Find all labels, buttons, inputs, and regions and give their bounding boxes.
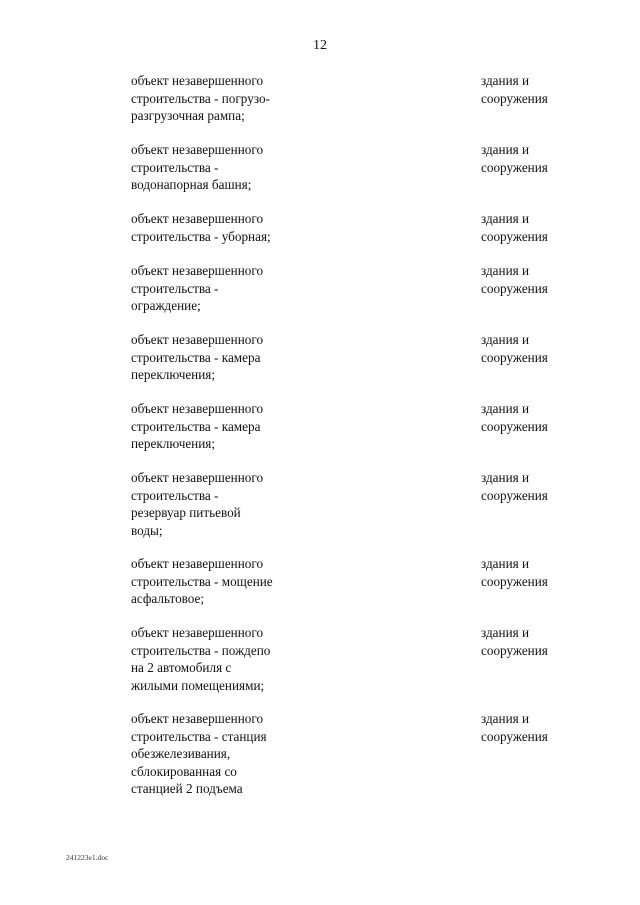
object-description <box>131 210 331 245</box>
list-item <box>131 141 591 210</box>
object-description <box>131 624 331 694</box>
object-description <box>131 72 331 125</box>
category-line: сооружения <box>481 280 548 296</box>
category-line: сооружения <box>481 418 548 434</box>
description-line: объект незавершенного <box>131 711 264 726</box>
description-line: объект незавершенного <box>131 556 264 571</box>
category-line: здания и <box>481 401 530 416</box>
list-item <box>131 72 591 141</box>
category-line: сооружения <box>481 642 548 658</box>
description-line: строительства - пождепо <box>131 642 271 658</box>
category-line: здания и <box>481 470 530 485</box>
object-category <box>481 331 591 366</box>
description-line: строительства - <box>131 159 219 175</box>
description-line: ограждение; <box>131 298 201 313</box>
description-line: асфальтовое; <box>131 591 205 606</box>
list-item <box>131 469 591 555</box>
object-category <box>481 262 591 297</box>
description-line: объект незавершенного <box>131 73 264 88</box>
category-line: сооружения <box>481 349 548 365</box>
list-item <box>131 210 591 262</box>
list-item <box>131 710 591 798</box>
description-line: объект незавершенного <box>131 263 264 278</box>
page-number: 12 <box>313 38 327 53</box>
description-line: строительства - камера <box>131 418 261 434</box>
category-line: здания и <box>481 73 530 88</box>
object-category <box>481 710 591 745</box>
category-line: сооружения <box>481 90 548 106</box>
description-line: жилыми помещениями; <box>131 677 265 693</box>
object-category <box>481 210 591 245</box>
object-category <box>481 400 591 435</box>
description-line: резервуар питьевой <box>131 505 241 520</box>
description-line: строительства - <box>131 487 219 503</box>
list-item <box>131 331 591 400</box>
object-category <box>481 72 591 107</box>
object-category <box>481 555 591 590</box>
description-line: на 2 автомобиля с <box>131 660 232 675</box>
footer-file-code: 241223e1.doc <box>66 853 109 862</box>
description-line: строительства - станция <box>131 728 267 744</box>
description-line: станцией 2 подъема <box>131 781 243 796</box>
description-line: строительства - погрузо- <box>131 90 270 106</box>
list-item <box>131 262 591 331</box>
object-description <box>131 141 331 194</box>
category-line: сооружения <box>481 728 548 744</box>
description-line: объект незавершенного <box>131 470 264 485</box>
description-line: объект незавершенного <box>131 211 264 226</box>
object-description <box>131 262 331 315</box>
category-line: здания и <box>481 263 530 278</box>
category-line: здания и <box>481 711 530 726</box>
description-line: воды; <box>131 522 163 538</box>
description-line: переключения; <box>131 367 216 382</box>
category-line: сооружения <box>481 159 548 175</box>
object-description <box>131 331 331 384</box>
list-item <box>131 624 591 710</box>
list-item <box>131 400 591 469</box>
category-line: сооружения <box>481 487 548 503</box>
object-description <box>131 710 331 798</box>
description-line: строительства - камера <box>131 349 261 365</box>
objects-list <box>131 72 591 798</box>
category-line: здания и <box>481 556 530 571</box>
list-item <box>131 555 591 624</box>
description-line: строительства - мощение <box>131 573 273 589</box>
description-line: обезжелезивания, <box>131 746 231 761</box>
description-line: водонапорная башня; <box>131 177 252 192</box>
category-line: здания и <box>481 211 530 226</box>
description-line: объект незавершенного <box>131 142 264 157</box>
object-description <box>131 555 331 608</box>
description-line: объект незавершенного <box>131 401 264 416</box>
description-line: объект незавершенного <box>131 332 264 347</box>
object-description <box>131 400 331 453</box>
description-line: сблокированная со <box>131 763 237 779</box>
object-description <box>131 469 331 539</box>
description-line: строительства - <box>131 280 219 296</box>
description-line: разгрузочная рампа; <box>131 108 245 123</box>
category-line: сооружения <box>481 573 548 589</box>
object-category <box>481 624 591 659</box>
description-line: переключения; <box>131 436 216 451</box>
object-category <box>481 141 591 176</box>
description-line: объект незавершенного <box>131 625 264 640</box>
category-line: здания и <box>481 625 530 640</box>
category-line: здания и <box>481 142 530 157</box>
description-line: строительства - уборная; <box>131 228 271 244</box>
category-line: здания и <box>481 332 530 347</box>
object-category <box>481 469 591 504</box>
category-line: сооружения <box>481 228 548 244</box>
